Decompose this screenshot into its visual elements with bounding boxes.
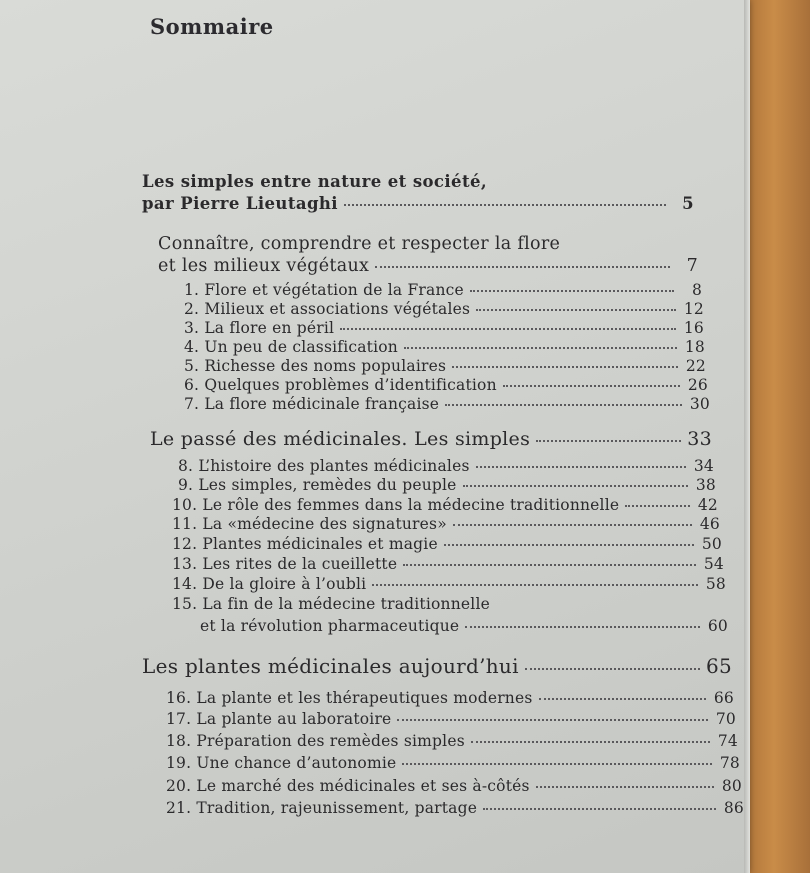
page-number: 78 xyxy=(719,754,740,772)
dot-leader xyxy=(372,584,698,586)
toc-entry-19[interactable] xyxy=(166,754,740,772)
dot-leader xyxy=(536,786,714,788)
chapter-title: 12. Plantes médicinales et magie xyxy=(172,535,438,553)
dot-leader xyxy=(483,808,716,810)
dot-leader xyxy=(340,328,676,330)
page-number: 50 xyxy=(701,535,722,553)
dot-leader xyxy=(465,626,700,628)
page-number: 30 xyxy=(689,395,710,413)
toc-entry-16[interactable] xyxy=(166,689,734,707)
toc-entry-10[interactable] xyxy=(172,496,718,514)
dot-leader xyxy=(404,347,677,349)
dot-leader xyxy=(403,564,696,566)
part1-title-line2: et les milieux végétaux xyxy=(158,256,370,276)
page-number: 26 xyxy=(687,376,708,394)
dot-leader xyxy=(397,719,708,721)
chapter-title: 18. Préparation des remèdes simples xyxy=(166,732,465,750)
chapter-title: 13. Les rites de la cueillette xyxy=(172,555,398,573)
toc-entry-part2[interactable] xyxy=(150,428,712,450)
page-number: 74 xyxy=(717,732,738,750)
toc-entry-15[interactable] xyxy=(200,617,728,635)
toc-entry-8[interactable] xyxy=(178,457,714,475)
toc-entry-9[interactable] xyxy=(178,476,716,494)
page-number: 5 xyxy=(682,194,694,213)
toc-entry-6[interactable] xyxy=(184,376,708,394)
page-number: 7 xyxy=(686,256,698,276)
dot-leader xyxy=(452,366,678,368)
dot-leader xyxy=(402,763,712,765)
dot-leader xyxy=(471,741,710,743)
toc-entry-intro[interactable] xyxy=(142,194,694,213)
toc-entry-14[interactable] xyxy=(172,575,726,593)
chapter-title: 21. Tradition, rajeunissement, partage xyxy=(166,799,478,817)
chapter-title: 1. Flore et végétation de la France xyxy=(184,281,464,299)
chapter-title: 4. Un peu de classification xyxy=(184,338,398,356)
page-number: 42 xyxy=(697,496,718,514)
chapter-title: 14. De la gloire à l’oubli xyxy=(172,575,367,593)
chapter-title: 20. Le marché des médicinales et ses à-côtés xyxy=(166,777,530,795)
page-number: 16 xyxy=(683,319,704,337)
chapter-title: 11. La «médecine des signatures» xyxy=(172,515,447,533)
part3-title: Les plantes médicinales aujourd’hui xyxy=(142,654,519,678)
page-number: 34 xyxy=(693,457,714,475)
toc-entry-11[interactable] xyxy=(172,515,720,533)
chapter-title: 3. La flore en péril xyxy=(184,319,335,337)
chapter-title: 5. Richesse des noms populaires xyxy=(184,357,447,375)
toc-entry-21[interactable] xyxy=(166,799,744,817)
dot-leader xyxy=(344,204,666,206)
dot-leader xyxy=(525,668,700,670)
page-number: 65 xyxy=(705,654,732,678)
chapter-title: 9. Les simples, remèdes du peuple xyxy=(178,476,457,494)
chapter-title: 19. Une chance d’autonomie xyxy=(166,754,397,772)
page-number: 66 xyxy=(713,689,734,707)
chapter-title: 8. L’histoire des plantes médicinales xyxy=(178,457,470,475)
dot-leader xyxy=(539,698,706,700)
dot-leader xyxy=(444,544,694,546)
dot-leader xyxy=(453,524,692,526)
chapter-title: 7. La flore médicinale française xyxy=(184,395,440,413)
toc-entry-7[interactable] xyxy=(184,395,710,413)
intro-title-line2: par Pierre Lieutaghi xyxy=(142,194,338,213)
page-number: 22 xyxy=(685,357,706,375)
chapter-title: 10. Le rôle des femmes dans la médecine traditionnelle xyxy=(172,496,620,514)
toc-entry-13[interactable] xyxy=(172,555,724,573)
dot-leader xyxy=(476,309,676,311)
part2-title: Le passé des médicinales. Les simples xyxy=(150,428,531,450)
toc-entry-15-line1: 15. La fin de la médecine traditionnelle xyxy=(172,595,490,613)
part1-title-line1: Connaître, comprendre et respecter la flore xyxy=(158,234,561,254)
toc-entry-5[interactable] xyxy=(184,357,706,375)
toc-entry-part1[interactable] xyxy=(158,256,698,276)
toc-entry-2[interactable] xyxy=(184,300,704,318)
page-number: 86 xyxy=(723,799,744,817)
page-number: 58 xyxy=(705,575,726,593)
dot-leader xyxy=(445,404,682,406)
page-number: 8 xyxy=(691,281,702,299)
chapter-title: 17. La plante au laboratoire xyxy=(166,710,392,728)
page-number: 80 xyxy=(721,777,742,795)
page-number: 70 xyxy=(715,710,736,728)
toc-entry-20[interactable] xyxy=(166,777,742,795)
dot-leader xyxy=(375,266,670,268)
dot-leader xyxy=(536,440,681,442)
toc-entry-18[interactable] xyxy=(166,732,738,750)
toc-entry-4[interactable] xyxy=(184,338,705,356)
toc-entry-part3[interactable] xyxy=(142,654,732,678)
chapter-title: 16. La plante et les thérapeutiques modernes xyxy=(166,689,533,707)
dot-leader xyxy=(470,290,674,292)
dot-leader xyxy=(625,505,690,507)
toc-entry-3[interactable] xyxy=(184,319,704,337)
page-number: 60 xyxy=(707,617,728,635)
chapter-title: 2. Milieux et associations végétales xyxy=(184,300,471,318)
page-edge xyxy=(744,0,750,873)
dot-leader xyxy=(503,385,680,387)
chapter-title: 6. Quelques problèmes d’identification xyxy=(184,376,497,394)
page-number: 12 xyxy=(683,300,704,318)
dot-leader xyxy=(476,466,686,468)
page-number: 18 xyxy=(684,338,705,356)
intro-title-line1: Les simples entre nature et société, xyxy=(142,172,488,191)
toc-entry-1[interactable] xyxy=(184,281,702,299)
page-number: 33 xyxy=(687,428,712,450)
chapter-title: et la révolution pharmaceutique xyxy=(200,617,460,635)
page-number: 46 xyxy=(699,515,720,533)
page-title: Sommaire xyxy=(150,14,274,39)
toc-entry-17[interactable] xyxy=(166,710,736,728)
page-number: 38 xyxy=(695,476,716,494)
toc-entry-12[interactable] xyxy=(172,535,722,553)
dot-leader xyxy=(463,485,688,487)
page-number: 54 xyxy=(703,555,724,573)
